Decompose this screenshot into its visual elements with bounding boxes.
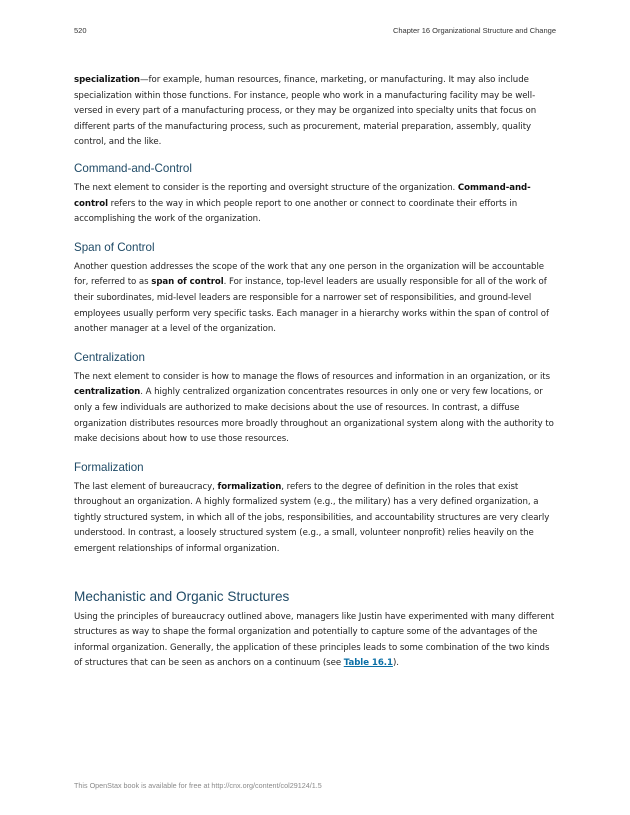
page-body	[74, 73, 558, 672]
mechanistic-paragraph: Using the principles of bureaucracy outlined above, managers like Justin have experimented with many different structures as way to shape the formal organization and potentially to capture some of the advantages of the informal organization. Generally, the application of these principles leads to some combination of the two kinds of structures that can be seen as anchors on a continuum (see Table 16.1).	[74, 611, 555, 669]
intro-paragraph: specialization—for example, human resources, finance, marketing, or manufacturing. It may also include specialization within those functions. For instance, people who work in a manufacturing facility may be well-versed in every part of a manufacturing process, or they may be organized into specialty units that focus on different parts of the manufacturing process, such as procurement, material preparation, assembly, quality control, and the like.	[74, 75, 537, 148]
term-specialization: specialization	[74, 75, 141, 85]
heading-mechanistic-organic: Mechanistic and Organic Structures	[74, 588, 290, 604]
term-span-of-control: span of control	[151, 277, 224, 288]
page-number: 520	[74, 26, 87, 35]
heading-centralization: Centralization	[74, 350, 145, 364]
heading-formalization: Formalization	[74, 460, 144, 474]
centralization-paragraph: The next element to consider is how to manage the flows of resources and information in an organization, or its centralization. A highly centralized organization concentrates resources in only one or very few locations, or only a few individuals are authorized to make decisions about the use of resources. In contrast, a diffuse organization distributes resources more broadly throughout an organizational system along with the authority to make decisions about how to use those resources.	[74, 371, 554, 445]
heading-command-and-control: Command-and-Control	[74, 161, 192, 175]
term-command-and-control: Command-and-control	[74, 182, 531, 209]
term-formalization: formalization	[217, 481, 282, 492]
chapter-title: Chapter 16 Organizational Structure and Change	[392, 26, 556, 35]
table-16-1-link[interactable]: Table 16.1	[343, 658, 393, 669]
command-paragraph: The next element to consider is the reporting and oversight structure of the organization. Command-and-control refers to the way in which people report to one another or connect to coordinate their efforts in accomplishing the work of the organization.	[74, 182, 531, 225]
heading-span-of-control: Span of Control	[74, 240, 155, 254]
span-paragraph: Another question addresses the scope of the work that any one person in the organization will be accountable for, referred to as span of control. For instance, top-level leaders are usually responsible for all of the work of their subordinates, mid-level leaders are responsible for a narrower set of responsibilities, and ground-level employees usually perform very specific tasks. Each manager in a hierarchy works within the span of control of another manager at a level of the organization.	[74, 261, 549, 335]
formalization-paragraph: The last element of bureaucracy, formalization, refers to the degree of definition in the roles that exist throughout an organization. A highly formalized system (e.g., the military) has a very defined organization, a tightly structured system, in which all of the jobs, responsibilities, and accountability structures are very clearly understood. In contrast, a loosely structured system (e.g., a small, volunteer nonprofit) relies heavily on the emergent relationships of informal organization.	[74, 481, 550, 555]
page-footer: This OpenStax book is available for free at http://cnx.org/content/col29124/1.5	[74, 781, 322, 790]
term-centralization: centralization	[74, 387, 141, 398]
